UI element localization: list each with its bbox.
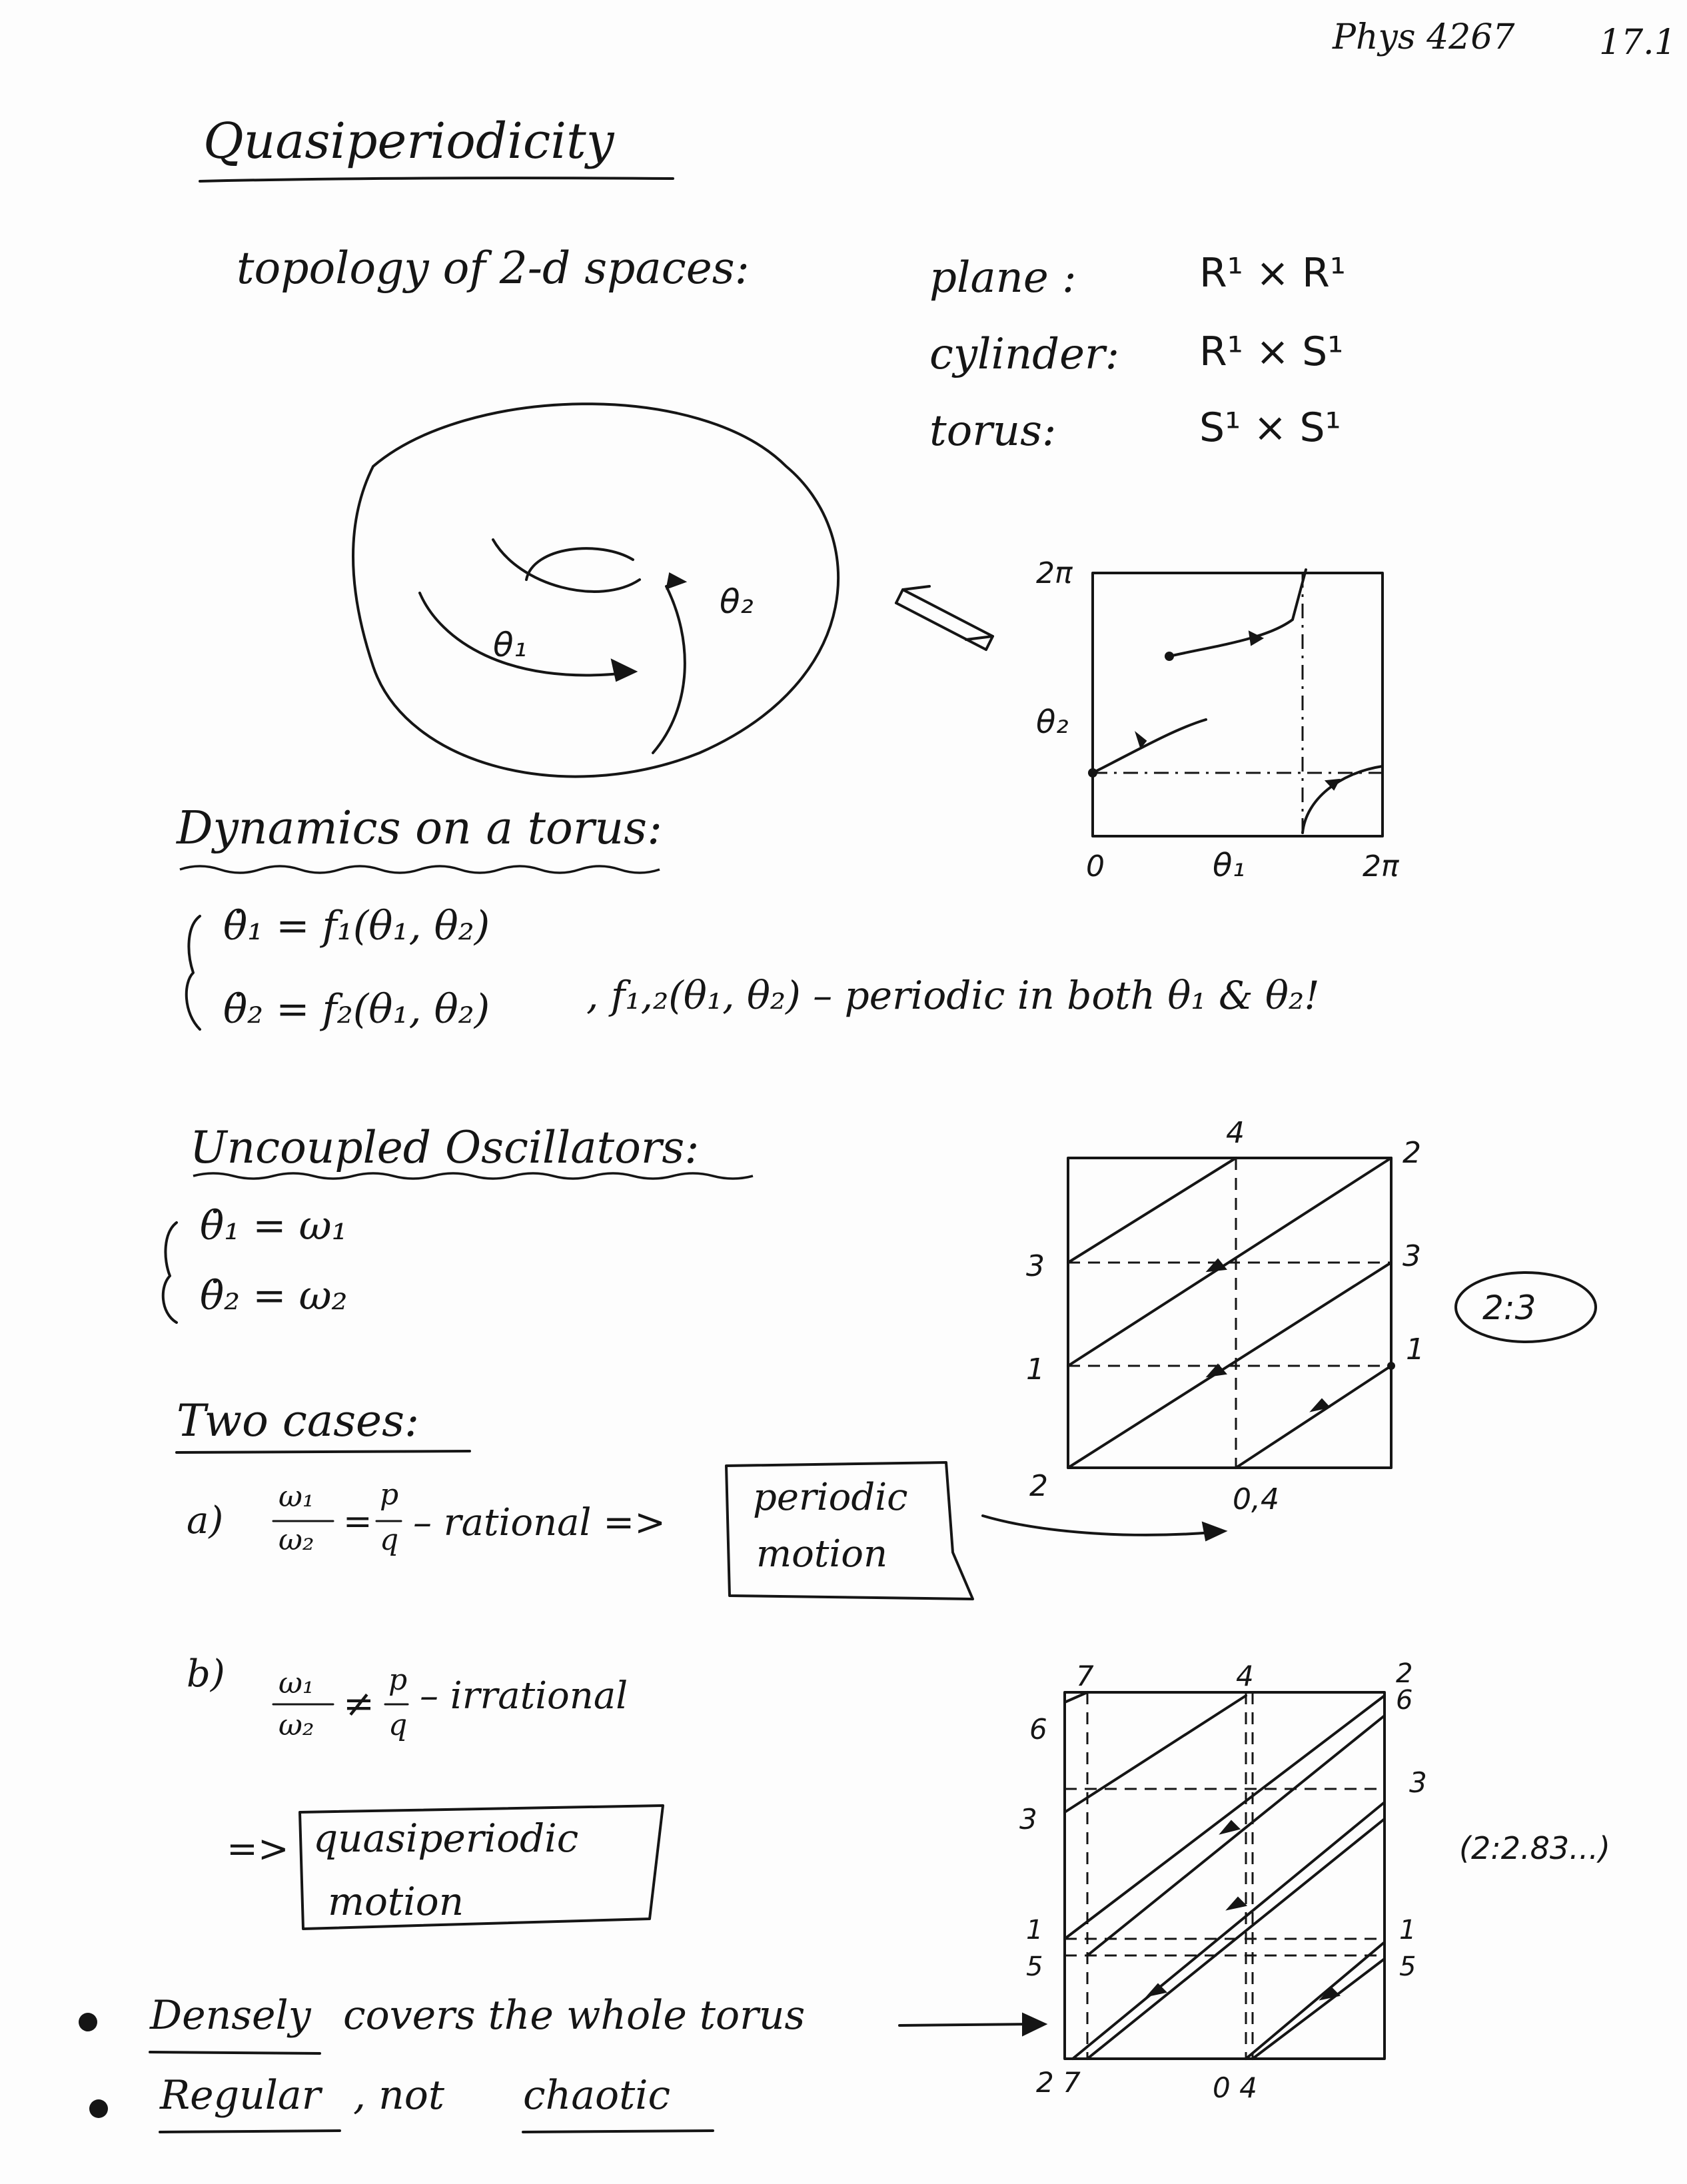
periodic-tick-1-right: 1 xyxy=(1406,1333,1424,1366)
torus-theta2: θ₂ xyxy=(720,582,754,621)
quasiperiodic-orbit-diagram xyxy=(1019,1658,1610,2104)
periodic-orbit-diagram xyxy=(1026,1116,1596,1516)
quasi-ratio: (2:2.83...) xyxy=(1459,1830,1610,1866)
cases-underline xyxy=(177,1451,470,1452)
topology-torus-formula: S¹ × S¹ xyxy=(1199,404,1341,451)
case-b-frac-den: ω₂ xyxy=(279,1708,314,1742)
quasi-tick-1-right: 1 xyxy=(1399,1915,1416,1945)
periodic-tick-4: 4 xyxy=(1226,1116,1245,1150)
quasi-tick-5-right: 5 xyxy=(1399,1951,1416,1982)
square-origin: 0 xyxy=(1086,849,1105,883)
case-a-label: a) xyxy=(187,1499,224,1542)
quasi-tick-2-top: 2 xyxy=(1396,1658,1413,1689)
quasi-box-line2: motion xyxy=(328,1879,464,1924)
square-theta1-label: θ₁ xyxy=(1213,847,1245,884)
case-a-frac-num: ω₁ xyxy=(279,1480,314,1514)
uncoupled-heading: Uncoupled Oscillators: xyxy=(190,1122,700,1173)
case-b-text: – irrational xyxy=(420,1674,628,1718)
bullet-2-underline xyxy=(160,2131,340,2132)
bullet-1-underline xyxy=(150,2052,320,2053)
case-a-pq-num: p xyxy=(380,1478,399,1512)
uncoupled-underline xyxy=(193,1173,753,1179)
dynamics-eq2: θ̇₂ = f₂(θ₁, θ₂) xyxy=(223,986,490,1033)
title-underline xyxy=(200,178,673,181)
topology-plane: plane : xyxy=(929,253,1077,302)
dynamics-note: , f₁,₂(θ₁, θ₂) – periodic in both θ₁ & θ₂! xyxy=(586,973,1320,1018)
bullet-1-underlined: Densely xyxy=(150,1992,311,2039)
torus-square-diagram xyxy=(1036,556,1400,884)
quasi-tick-7-top: 7 xyxy=(1076,1660,1094,1692)
topology-heading: topology of 2-d spaces: xyxy=(237,243,750,294)
periodic-arrow xyxy=(983,1516,1213,1535)
cases-heading: Two cases: xyxy=(177,1395,420,1446)
bullet-2-underlined: Regular xyxy=(160,2072,321,2119)
periodic-tick-2-top: 2 xyxy=(1403,1136,1421,1170)
uncoupled-eq2: θ̇₂ = ω₂ xyxy=(200,1273,348,1319)
case-b-implies: => xyxy=(227,1828,289,1871)
bullet-2-underlined2: chaotic xyxy=(523,2072,671,2119)
topology-plane-formula: R¹ × R¹ xyxy=(1199,250,1346,296)
uncoupled-eq1: θ̇₁ = ω₁ xyxy=(200,1203,348,1249)
periodic-tick-04: 0,4 xyxy=(1233,1482,1279,1516)
topology-cylinder: cylinder: xyxy=(929,330,1120,379)
periodic-tick-3-right: 3 xyxy=(1403,1239,1421,1273)
quasi-tick-04-bottom: 0 4 xyxy=(1213,2071,1257,2104)
topology-cylinder-formula: R¹ × S¹ xyxy=(1199,328,1344,375)
quasi-box xyxy=(300,1806,663,1929)
torus-drawing xyxy=(353,404,838,776)
quasi-tick-5-left: 5 xyxy=(1026,1951,1043,1982)
quasi-box-line1: quasiperiodic xyxy=(313,1816,579,1861)
quasi-tick-4-top: 4 xyxy=(1236,1660,1254,1692)
periodic-tick-1-left: 1 xyxy=(1026,1353,1045,1386)
periodic-box xyxy=(726,1462,973,1599)
dynamics-underline xyxy=(180,866,660,873)
equivalence-double-arrow-icon xyxy=(896,586,993,650)
dynamics-eq1: θ̇₁ = f₁(θ₁, θ₂) xyxy=(223,903,490,949)
periodic-box-line1: periodic xyxy=(753,1476,908,1519)
quasi-tick-27-bottom: 2 7 xyxy=(1036,2066,1081,2099)
bullet-2-rest: , not xyxy=(353,2072,445,2119)
dynamics-heading: Dynamics on a torus: xyxy=(177,802,662,855)
page-number: 17.1 xyxy=(1599,23,1676,63)
quasi-tick-6-left: 6 xyxy=(1029,1713,1047,1746)
chaotic-underline xyxy=(523,2131,713,2132)
square-theta2-label: θ₂ xyxy=(1036,704,1069,741)
periodic-tick-2-bottom: 2 xyxy=(1029,1469,1048,1503)
case-a-eq: = xyxy=(343,1502,372,1542)
bullet-dot-2 xyxy=(89,2099,108,2118)
case-b-neq: ≠ xyxy=(343,1682,374,1726)
course-label: Phys 4267 xyxy=(1333,17,1515,57)
bullet-dot-1 xyxy=(79,2013,97,2031)
periodic-tick-3-left: 3 xyxy=(1026,1249,1045,1283)
uncoupled-brace xyxy=(163,1223,177,1323)
quasi-tick-3-right: 3 xyxy=(1409,1766,1427,1799)
case-b-label: b) xyxy=(187,1652,225,1696)
page-title: Quasiperiodicity xyxy=(203,113,614,170)
periodic-box-line2: motion xyxy=(756,1532,888,1576)
dynamics-brace xyxy=(187,916,200,1029)
square-2pi-y: 2π xyxy=(1036,556,1073,590)
case-a-pq-den: q xyxy=(380,1523,399,1557)
square-2pi-x: 2π xyxy=(1363,849,1399,883)
quasi-tick-6-right: 6 xyxy=(1396,1685,1413,1716)
case-b-pq-den: q xyxy=(388,1708,408,1742)
periodic-ratio: 2:3 xyxy=(1482,1289,1536,1327)
quasi-tick-3-left: 3 xyxy=(1019,1803,1037,1836)
quasi-tick-1-left: 1 xyxy=(1026,1915,1043,1945)
case-a-text: – rational => xyxy=(413,1501,666,1544)
torus-theta1: θ₁ xyxy=(493,626,527,664)
case-b-frac-num: ω₁ xyxy=(279,1666,314,1700)
topology-torus: torus: xyxy=(929,406,1057,456)
bullet-1-rest: covers the whole torus xyxy=(343,1992,806,2039)
densely-arrow xyxy=(899,2024,1036,2025)
case-a-frac-den: ω₂ xyxy=(279,1523,314,1557)
case-b-pq-num: p xyxy=(388,1663,408,1697)
